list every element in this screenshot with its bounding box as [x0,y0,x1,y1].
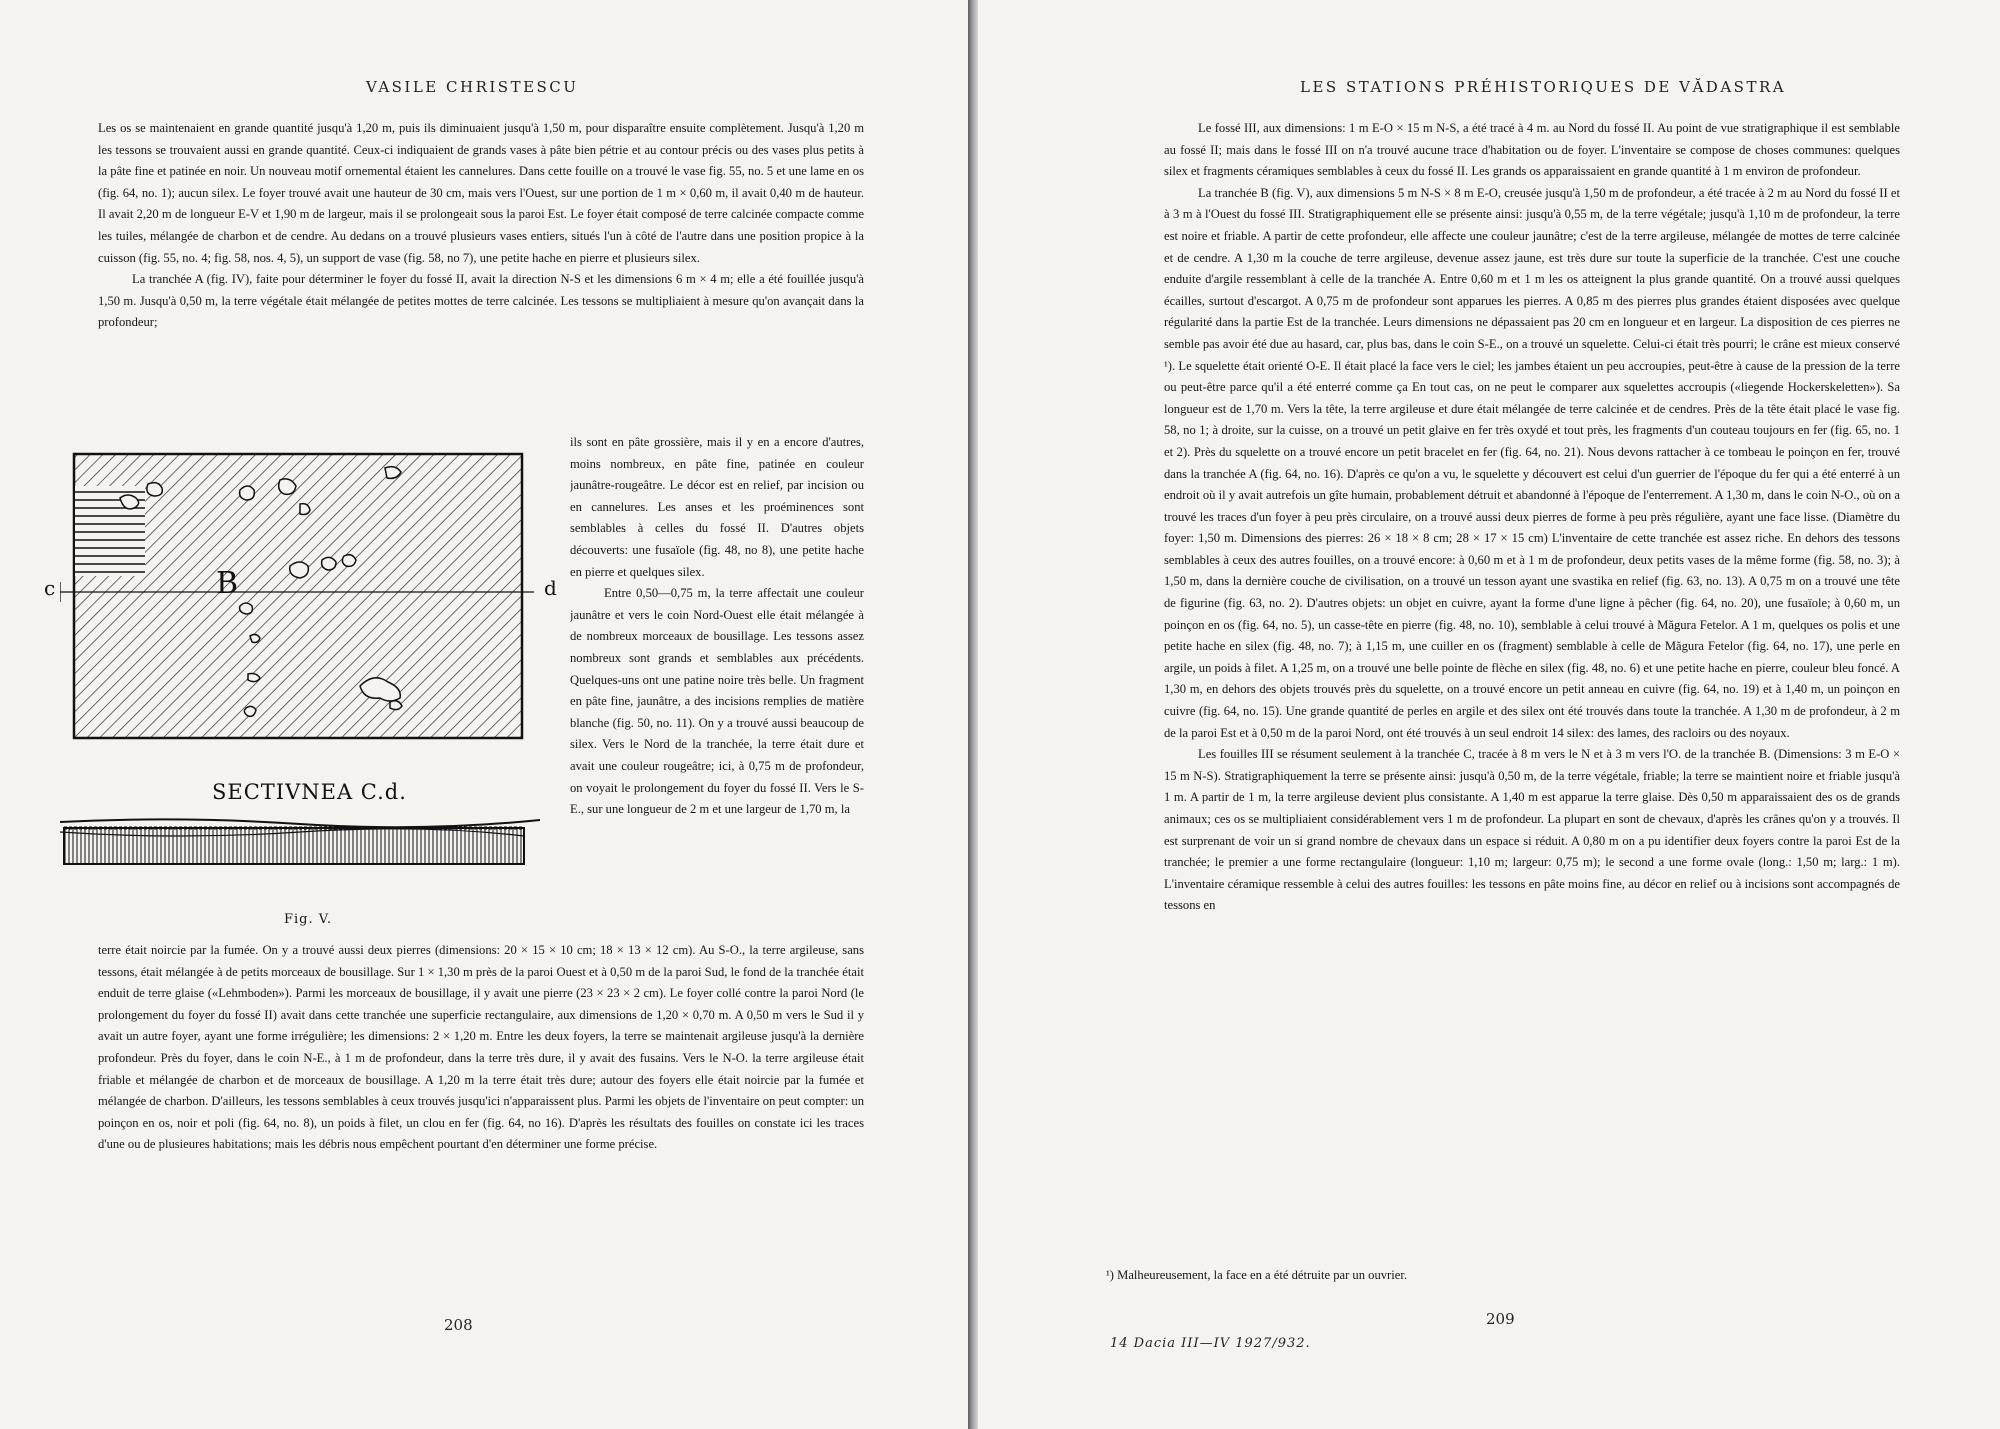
left-text-block-c [98,940,864,1304]
paragraph: ils sont en pâte grossière, mais il y en a encore d'autres, moins nombreux, en pâte fine, patinée en couleur jaunâtre-rougeâtre. Le décor est en relief, par incision ou en cannelures. Les anses et les proéminences sont semblables à celles du fossé II. D'autres objets découverts: une fusaïole (fig. 48, no 8), une petite hache en pierre et quelques silex. [570,435,864,579]
section-profile [60,819,540,864]
left-text-block-a [98,118,864,443]
footnote: ¹) Malheureusement, la face en a été détruite par un ouvrier. [1106,1268,1407,1282]
figure-caption: Fig. V. [284,912,333,927]
left-running-head: VASILE CHRISTESCU [366,78,579,96]
figure-plan-label: B [216,566,239,601]
paragraph: La tranchée A (fig. IV), faite pour déterminer le foyer du fossé II, avait la direction N-S et les dimensions 6 m × 4 m; elle a été fouillée jusqu'à 1,50 m. Jusqu'à 0,50 m, la terre végétale était mélangée de petites mottes de terre calcinée. Les tessons se multipliaient à mesure qu'on avançait dans la profondeur; [98,272,864,330]
paragraph: Le fossé III, aux dimensions: 1 m E-O × 15 m N-S, a été tracé à 4 m. au Nord du fossé II. Au point de vue stratigraphique il est semblable au fossé II; mais dans le fossé III on n'a trouvé aucune trace d'habitation ou de foyer. L'inventaire se compose de choses communes: quelques silex et fragments céramiques semblables à ceux du fossé II. Les grands os apparaissaient en grande quantité à 1 m environ de profondeur. [1164,121,1900,179]
figure-section-title: SECTIVNEA C.d. [212,780,407,804]
right-text-block [1164,118,1900,1248]
left-page-number: 208 [444,1316,473,1334]
paragraph: La tranchée B (fig. V), aux dimensions 5 m N-S × 8 m E-O, creusée jusqu'à 1,50 m de profondeur, a été tracée à 2 m au Nord du fossé II et à 3 m à l'Ouest du fossé III. Stratigraphiquement elle se présente ainsi: jusqu'à 0,55 m, de la terre végétale; jusqu'à 1,10 m de profondeur, la terre est noire et friable. A partir de cette profondeur, elle affecte une couleur jaunâtre; c'est de la terre argileuse, mélangée de mottes de terre calcinée et de cendre. A 1,30 m la couche de terre argileuse, devenue assez jaune, est très dure sur toute la superficie de la tranchée. C'est une couche enduite d'argile ressemblant à celle de la tranchée A. Entre 0,60 m et 1 m les os atteignent la plus grande quantité. On a trouvé aussi quelques écailles, surtout d'escargot. A 0,75 m de profondeur sont apparues les pierres. A 0,85 m des pierres plus grandes étaient disposées avec quelque régularité dans la partie Est de la tranchée. Leurs dimensions ne dépassaient pas 20 cm en longueur et en largeur. La disposition de ces pierres ne semble pas avoir été due au hasard, car, plus bas, dans le coin S-E., on a trouvé un squelette. Celui-ci était très pourri; le crâne est mieux conservé ¹). Le squelette était orienté O-E. Il était placé la face vers le ciel; les jambes étaient un peu accroupies, peut-être à cause de la pression de la terre ou peut-être parce qu'il a été enterré comme ça En tout cas, on ne peut le comparer aux squelettes accroupis («liegende Hockerskeletten»). Sa longueur est de 1,70 m. Vers la tête, la terre argileuse et dure était mélangée de terre calcinée et de cendres. Près de la tête était placé le vase fig. 58, no 1; à droite, sur la cuisse, on a trouvé un petit glaive en fer très oxydé et tout près, les fragments d'un couteau toujours en fer (fig. 65, no. 1 et 2). Près du squelette on a trouvé encore un petit bracelet en fer (fig. 64, no. 21). Nous devons rattacher à ce tombeau le poinçon en fer, trouvé dans la tranchée A (fig. 64, no. 16). D'après ce qu'on a vu, le squelette y découvert est celui d'un guerrier de l'époque du fer qui a été enterré à un endroit où il y avait autrefois un gîte humain, probablement détruit et abandonné à l'époque de l'enterrement. A 1,30 m, dans le coin N-O., où on a trouvé les traces d'un foyer à peu près circulaire, on a trouvé aussi deux pierres de forme à peu près régulière, ayant une face lisse. (Diamètre du foyer: 1,50 m. Dimensions des pierres: 26 × 18 × 8 cm; 28 × 17 × 15 cm) L'inventaire de cette tranchée est assez riche. En dehors des tessons semblables à ceux des autres fouilles, on a trouvé encore: à 0,60 m et à 1 m de profondeur, deux petits vases de la même forme (fig. 58, no. 3); à 1,50 m, dans la dernière couche de civilisation, on a trouvé un tesson ayant une svastika en relief (fig. 63, no. 13). A 0,75 m on a trouvé une tête de figurine (fig. 63, no. 2). D'autres objets: un objet en cuivre, ayant la forme d'une ligne à pêcher (fig. 64, no. 20), une fusaïole; à 0,60 m, un poinçon en os (fig. 64, no. 5), un casse-tête en pierre (fig. 48, no. 10), semblable à celui trouvé à Măgura Fetelor. A 1 m, quelques os polis et une petite hache en silex (fig. 48, no. 7); à 1,15 m, une cuiller en os (fragment) semblable à celle de Măgura Fetelor (fig. 64, no. 17), une perle en argile, un poids à filet. A 1,25 m, on a trouvé une belle pointe de flèche en silex (fig. 48, no. 6) et une petite hache en pierre, couleur bleu foncé. A 1,30 m, en dehors des objets trouvés près du squelette, on a trouvé encore un petit anneau en cuivre (fig. 64, no. 19) et à 1,40 m, un poinçon en cuivre (fig. 64, no. 15). Une grande quantité de perles en argile et des silex ont été trouvés dans toute la tranchée. A 1,30 m de profondeur, à 2 m de la paroi Est et à 0,50 m de la paroi Nord, ont été trouvés à un seul endroit 14 silex: des lames, des racloirs ou des noyaux. [1164,185,1900,740]
right-page-number: 209 [1486,1310,1515,1328]
figure-endpoint-d: d [544,576,557,600]
trench-plan [60,454,534,738]
paragraph: Les os se maintenaient en grande quantité jusqu'à 1,20 m, puis ils diminuaient jusqu'à 1,50 m, pour disparaître ensuite complètement. Jusqu'à 1,20 m les tessons se trouvaient aussi en grande quantité. Ceux-ci indiquaient de grands vases à pâte bien pétrie et au contour précis ou des vases plus petits à la pâte fine et patinée en noir. Un nouveau motif ornemental étaient les cannelures. Dans cette fouille on a trouvé le vase fig. 55, no. 5 et une lame en os (fig. 64, no. 1); aucun silex. Le foyer trouvé avait une hauteur de 30 cm, mais vers l'Ouest, sur une portion de 1 m × 0,60 m, il avait 0,40 m de hauteur. Il avait 2,20 m de longueur E-V et 1,90 m de largeur, mais il se prolongeait sous la paroi Est. Le foyer était composé de terre calcinée compacte comme les tuiles, mélangée de charbon et de cendre. Au dedans on a trouvé plusieurs vases entiers, situés l'un à côté de l'autre dans une position propice à la cuisson (fig. 55, no. 4; fig. 58, nos. 4, 5), un support de vase (fig. 58, no 7), une petite hache en pierre et plusieurs silex. [98,121,864,265]
printer-signature: 14 Dacia III—IV 1927/932. [1110,1336,1311,1351]
paragraph: Entre 0,50—0,75 m, la terre affectait une couleur jaunâtre et vers le coin Nord-Ouest elle était mélangée à de nombreux morceaux de bousillage. Les tessons assez nombreux sont grands et semblables aux précédents. Quelques-uns ont une patine noire très belle. Un fragment en pâte fine, jaunâtre, a des incisions remplies de matière blanche (fig. 50, no. 11). On y a trouvé aussi beaucoup de silex. Vers le Nord de la tranchée, la terre était dure et avait une couleur rougeâtre; ici, à 0,75 m de profondeur, on voyait le prolongement du foyer du fossé II. Vers le S-E., sur une longueur de 2 m et une largeur de 1,70 m, la [570,586,864,817]
paragraph: Les fouilles III se résument seulement à la tranchée C, tracée à 8 m vers le N et à 3 m vers l'O. de la tranchée B. (Dimensions: 3 m E-O × 15 m N-S). Stratigraphiquement la terre se présente ainsi: jusqu'à 0,50 m, de la terre végétale, friable; la terre se maintient noire et friable jusqu'à 1 m. A partir de 1 m, la terre argileuse devient plus consistante. A 1,40 m est apparue la terre glaise. Dès 0,50 m apparaissaient des os de grands animaux; ces os se multipliaient considérablement vers 1 m de profondeur. La plupart en sont de chevaux, d'après les crânes qu'on y a trouvés. Il est surprenant de voir un si grand nombre de chevaux dans un espace si réduit. A 0,80 m on a pu identifier deux foyers contre la paroi Est de la tranchée; le premier a une forme rectangulaire (longueur: 1,10 m; largeur: 0,75 m); le second a une forme ovale (long.: 1,50 m; larg.: 1 m). L'inventaire céramique ressemble à celui des autres fouilles: les tessons en pâte moins fine, au décor en relief ou à incisions sont accompagnés de tessons en [1164,747,1900,913]
book-gutter [968,0,978,1429]
figure-v [60,446,560,936]
figure-endpoint-c: c [44,576,56,600]
right-running-head: LES STATIONS PRÉHISTORIQUES DE VĂDASTRA [1300,78,1787,96]
left-text-block-b [570,432,864,972]
paragraph: terre était noircie par la fumée. On y a trouvé aussi deux pierres (dimensions: 20 × 15 × 10 cm; 18 × 13 × 12 cm). Au S-O., la terre argileuse, sans tessons, était mélangée à de petits morceaux de bousillage. Sur 1 × 1,30 m près de la paroi Ouest et à 0,50 m de la paroi Sud, le fond de la tranchée était enduit de terre glaise («Lehmboden»). Parmi les morceaux de bousillage, il y avait une pierre (23 × 23 × 2 cm). Le foyer collé contre la paroi Nord (le prolongement du foyer du fossé II) avait dans cette tranchée une superficie rectangulaire, aux dimensions de 1,20 × 0,70 m. A 0,50 m vers le Sud il y avait un autre foyer, ayant une forme irrégulière; les dimensions: 2 × 1,20 m. Entre les deux foyers, la terre se maintenait argileuse jusqu'à la dernière profondeur. Près du foyer, dans le coin N-E., à 1 m de profondeur, dans la terre très dure, il y avait des fusains. Vers le N-O. la terre argileuse était friable et mélangée de charbon et de morceaux de bousillage. A 1,20 m la terre était très dure; autour des foyers elle était noircie par la fumée et mélangée de charbon. D'ailleurs, les tessons semblables à ceux trouvés jusqu'ici n'apparaissent plus. Parmi les objets de l'inventaire on peut compter: un poinçon en os, noir et poli (fig. 64, no. 8), un poids à filet, un clou en fer (fig. 64, no 16). D'après les résultats des fouilles on constate ici les traces d'une ou de plusieures habitations; mais les débris nous empêchent pourtant d'en déterminer une forme précise. [98,943,864,1152]
